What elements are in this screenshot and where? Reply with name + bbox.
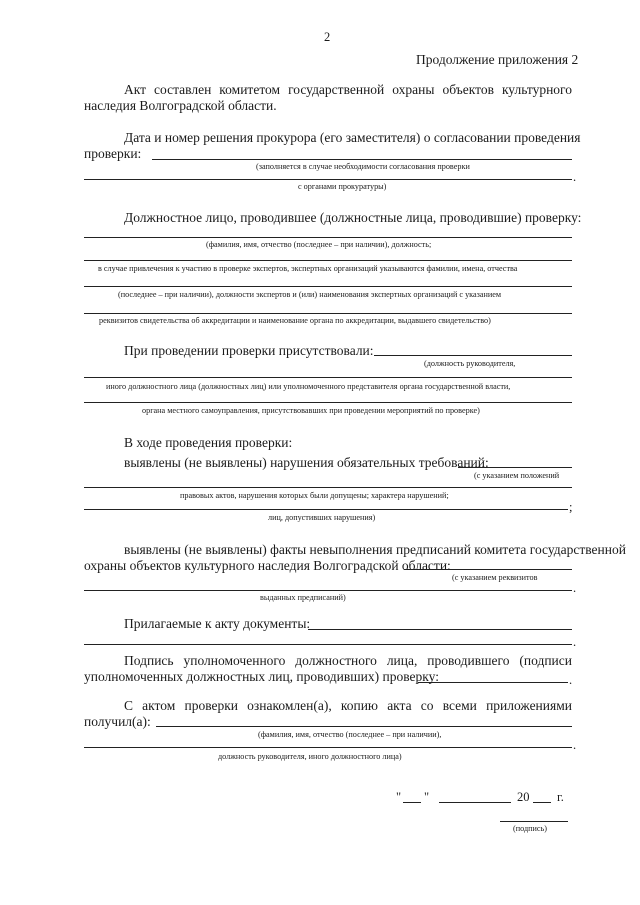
prosecutor-decision-field-2: [84, 179, 572, 180]
prosecutor-caption-1: (заполняется в случае необходимости согласования проверки: [256, 162, 470, 171]
violations-field-2: [84, 487, 572, 488]
violations-heading: выявлены (не выявлены) нарушения обязательных требований:: [124, 455, 489, 470]
page-number: 2: [324, 30, 331, 44]
date-quote-close: ": [424, 790, 430, 804]
period: .: [573, 170, 577, 184]
signature-field: [500, 821, 568, 822]
violations-caption-2: правовых актов, нарушения которых были допущены; характера нарушений;: [180, 491, 449, 500]
violations-field-3: [84, 509, 568, 510]
present-caption-3: органа местного самоуправления, присутствовавших при проведении мероприятий по проверке): [142, 406, 480, 415]
officials-caption-3: (последнее – при наличии), должности экспертов и (или) наименования экспертных организаций с указанием: [118, 290, 502, 299]
appendix-continuation: Продолжение приложения 2: [416, 52, 579, 67]
officials-field-3: [84, 286, 572, 287]
violations-field-1: [458, 467, 572, 468]
recipient-caption-2: должность руководителя, иного должностного лица): [218, 752, 402, 761]
officials-field-1: [84, 237, 572, 238]
act-author-line2: наследия Волгоградской области.: [84, 98, 277, 113]
prescriptions-field-2: [84, 590, 572, 591]
officials-field-4: [84, 313, 572, 314]
attached-documents-heading: Прилагаемые к акту документы:: [124, 616, 311, 631]
prosecutor-decision-field: [152, 159, 572, 160]
prosecutor-decision-line1: Дата и номер решения прокурора (его заместителя) о согласовании проведения: [124, 130, 581, 145]
officials-caption-2: в случае привлечения к участию в проверке экспертов, экспертных организаций указываются фамилии, имена, отчества: [98, 264, 518, 273]
semicolon: ;: [569, 500, 573, 514]
attached-documents-field-1: [308, 629, 572, 630]
recipient-field-1: [156, 726, 572, 727]
officials-field-2: [84, 260, 572, 261]
official-signature-line1: Подпись уполномоченного должностного лица, проводившего (подписи: [124, 653, 572, 668]
officials-caption-4: реквизитов свидетельства об аккредитации и наименование органа по аккредитации, выдавшего свидетельство): [99, 316, 491, 325]
present-caption-2: иного должностного лица (должностных лиц) или уполномоченного представителя органа государственной власти,: [106, 382, 511, 391]
prescriptions-caption-2: выданных предписаний): [260, 593, 346, 602]
prosecutor-decision-line2: проверки:: [84, 146, 142, 161]
acknowledgement-line2: получил(а):: [84, 714, 151, 729]
officials-heading: Должностное лицо, проводившее (должностные лица, проводившие) проверку:: [124, 210, 582, 225]
period: .: [573, 581, 577, 595]
during-inspection-heading: В ходе проведения проверки:: [124, 435, 293, 450]
prescriptions-field-1: [404, 569, 572, 570]
present-field-2: [84, 377, 572, 378]
present-field-3: [84, 402, 572, 403]
period: .: [569, 673, 573, 687]
prescriptions-line1: выявлены (не выявлены) факты невыполнения предписаний комитета государственной: [124, 542, 626, 557]
attached-documents-field-2: [84, 644, 572, 645]
present-caption-1: (должность руководителя,: [424, 359, 516, 368]
date-day-field: [403, 802, 421, 803]
period: .: [573, 738, 577, 752]
date-year-prefix: 20: [517, 790, 530, 804]
date-year-field: [533, 802, 551, 803]
date-year-suffix: г.: [557, 790, 564, 804]
official-signature-line2: уполномоченных должностных лиц, проводивших) проверку:: [84, 669, 439, 684]
prosecutor-caption-2: с органами прокуратуры): [298, 182, 387, 191]
present-field-1: [374, 355, 572, 356]
prescriptions-caption-1: (с указанием реквизитов: [452, 573, 538, 582]
official-signature-field: [418, 682, 568, 683]
period: .: [573, 635, 577, 649]
acknowledgement-line1: С актом проверки ознакомлен(а), копию акта со всеми приложениями: [124, 698, 572, 713]
officials-caption-1: (фамилия, имя, отчество (последнее – при наличии), должность;: [206, 240, 432, 249]
recipient-field-2: [84, 747, 572, 748]
present-heading: При проведении проверки присутствовали:: [124, 343, 374, 358]
recipient-caption-1: (фамилия, имя, отчество (последнее – при наличии),: [258, 730, 442, 739]
prescriptions-line2: охраны объектов культурного наследия Волгоградской области:: [84, 558, 451, 573]
signature-caption: (подпись): [513, 824, 547, 833]
violations-caption-3: лиц, допустивших нарушения): [268, 513, 376, 522]
violations-caption-1: (с указанием положений: [474, 471, 560, 480]
date-quote-open: ": [396, 790, 402, 804]
act-author-line1: Акт составлен комитетом государственной охраны объектов культурного: [124, 82, 572, 97]
date-month-field: [439, 802, 511, 803]
